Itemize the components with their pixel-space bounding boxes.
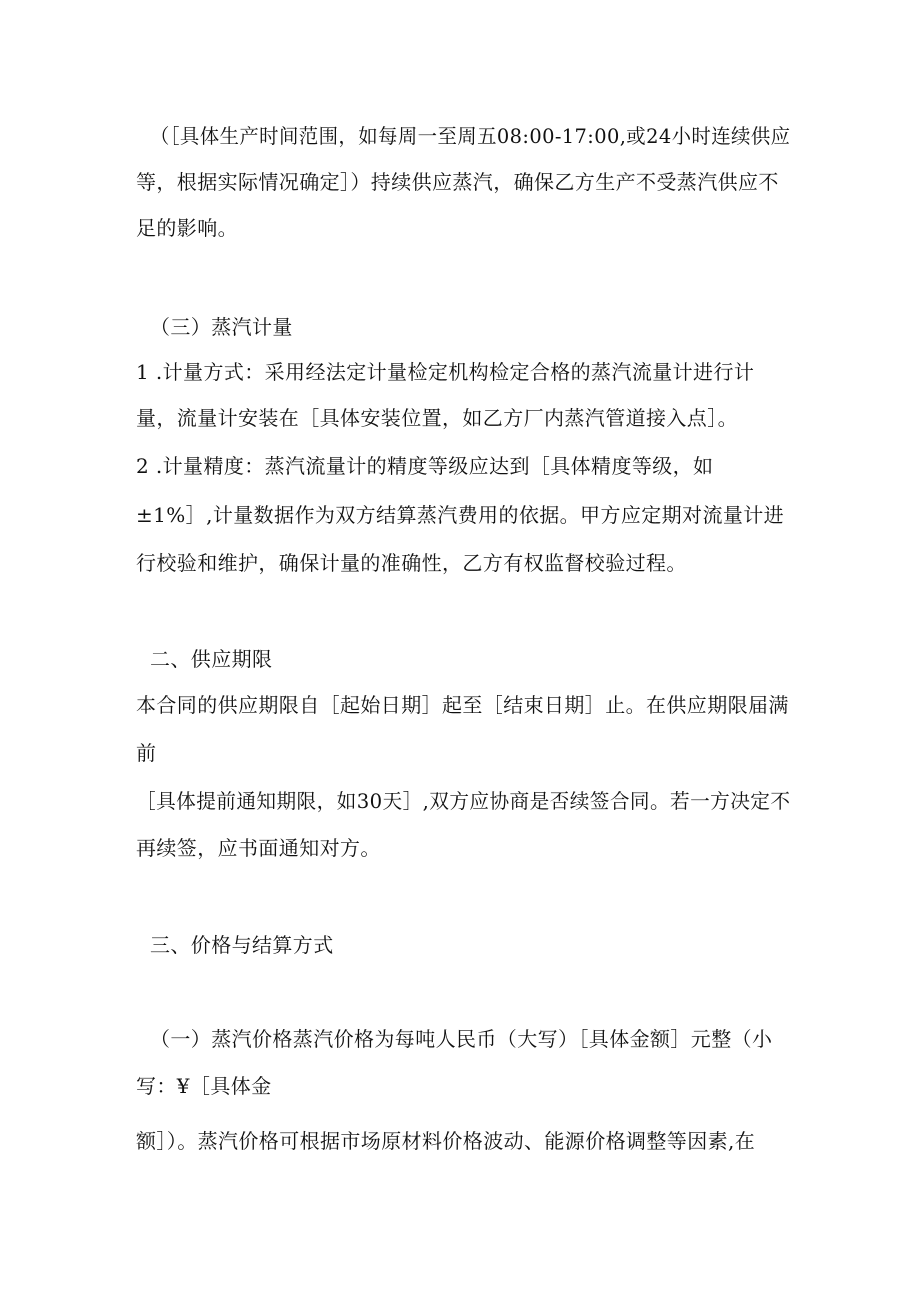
supply-period-line-3: ［具体提前通知期限，如30天］,双方应协商是否续签合同。若一方决定不: [136, 789, 791, 813]
steam-price-line-3: 额］）。蒸汽价格可根据市场原材料价格波动、能源价格调整等因素,在: [136, 1129, 756, 1153]
paragraph-line-2: 等，根据实际情况确定］）持续供应蒸汽，确保乙方生产不受蒸汽供应不: [136, 170, 779, 194]
list-item-2-line-1: 2 .计量精度：蒸汽流量计的精度等级应达到［具体精度等级，如: [136, 454, 714, 478]
supply-period-line-4: 再续签，应书面通知对方。: [136, 836, 381, 860]
list-item-1-line-2: 量，流量计安装在［具体安装位置，如乙方厂内蒸汽管道接入点］。: [136, 406, 738, 430]
supply-period-line-2: 前: [136, 741, 157, 765]
list-item-2-line-2: ±1%］,计量数据作为双方结算蒸汽费用的依据。甲方应定期对流量计进: [136, 503, 785, 527]
paragraph-line-3: 足的影响。: [136, 216, 238, 240]
paragraph-line-1: （［具体生产时间范围，如每周一至周五08:00-17:00,或24小时连续供应: [150, 124, 791, 148]
list-item-2-line-3: 行校验和维护，确保计量的准确性，乙方有权监督校验过程。: [136, 551, 687, 575]
section-heading-price-settlement: 三、价格与结算方式: [150, 933, 334, 957]
steam-price-line-2: 写：¥［具体金: [136, 1074, 272, 1098]
section-heading-supply-period: 二、供应期限: [150, 647, 273, 671]
section-heading-steam-metering: （三）蒸汽计量: [150, 315, 293, 339]
supply-period-line-1: 本合同的供应期限自［起始日期］起至［结束日期］止。在供应期限届满: [136, 693, 789, 717]
steam-price-line-1: （一）蒸汽价格蒸汽价格为每吨人民币（大写）［具体金额］元整（小: [150, 1027, 773, 1051]
list-item-1-line-1: 1 .计量方式：采用经法定计量检定机构检定合格的蒸汽流量计进行计: [136, 360, 755, 384]
